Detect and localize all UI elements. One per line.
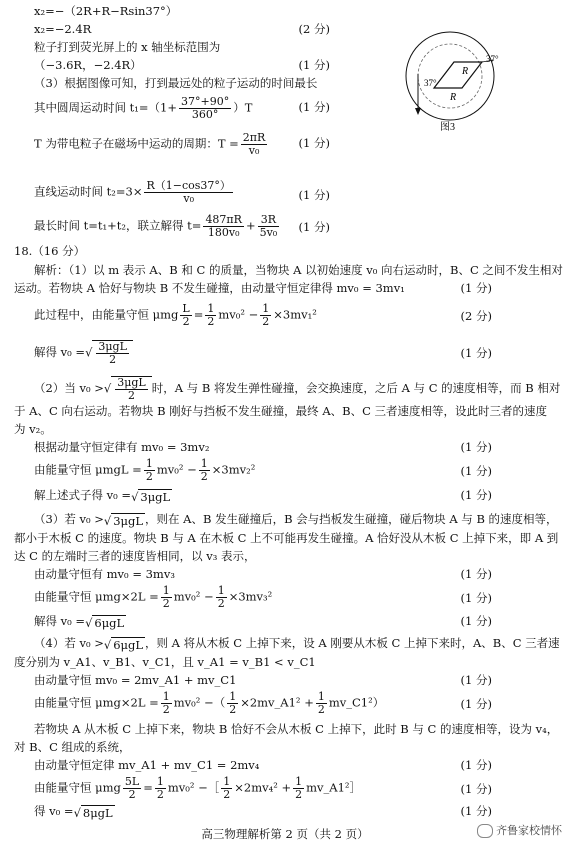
question-18-heading: 18.（16 分）: [14, 244, 86, 258]
score: (1 分): [460, 464, 492, 478]
eq-period: T 为带电粒子在磁场中运动的周期：T = $\frac{2\pi R}{\text{v₀}}$: [34, 131, 266, 157]
eq-v0-3: 解得 v₀ =√ 6μgL: [34, 614, 125, 630]
eq-energy-3: 由能量守恒 μmg×2L = $\frac{1}{2}$ mv₀² − $\frac{1}{2}$ ×3mv₃²: [34, 584, 273, 610]
score: (1 分): [460, 758, 492, 772]
score: (1 分): [298, 220, 330, 234]
score: (2 分): [298, 22, 330, 36]
text-p7: 为 v₂。: [14, 422, 52, 436]
eq-x2-value: x₂=−2.4R: [34, 22, 92, 36]
eq-v0-1: 解得 v₀ =√ $\frac{\text{3μgL}}{2}$: [34, 340, 133, 366]
fig-label-r1: R: [462, 66, 469, 77]
eq-energy-4: 由能量守恒 μmg×2L = $\frac{1}{2}$ mv₀² −（ $\frac{1}{2}$ ×2mv_A1² + $\frac{1}{2}$ mv_C1²）: [34, 690, 385, 716]
text-part3: （3）根据图像可知，打到最远处的粒子运动的时间最长: [34, 76, 318, 90]
score: (1 分): [460, 488, 492, 502]
text-p21: 若物块 A 从木板 C 上掉下来，物块 B 恰好不会从木板 C 上掉下，此时 B 与 C 的速度相等，设为 v₄，: [34, 722, 559, 736]
score: (1 分): [298, 136, 330, 150]
text-p1: 解析：（1）以 m 表示 A、B 和 C 的质量，当物块 A 以初始速度 v₀ 向右运动时，B、C 之间不发生相对: [34, 263, 563, 277]
text-p5: （2）当 v₀ >√ $\frac{\text{3μgL}}{2}$ 时，A 与 B 将发生弹性碰撞，会交换速度，之后 A 与 C 的速度相等，而 B 相对: [34, 376, 561, 402]
text-p22: 对 B、C 组成的系统，: [14, 740, 131, 754]
fig-caption: 图3: [440, 122, 455, 132]
score: (1 分): [460, 782, 492, 796]
score: (1 分): [460, 346, 492, 360]
score: (1 分): [460, 281, 492, 295]
text-p19: 由动量守恒 mv₀ = 2mv_A1 + mv_C1: [34, 673, 237, 687]
score: (1 分): [460, 440, 492, 454]
score: (1 分): [460, 673, 492, 687]
eq-energy-1: 此过程中，由能量守恒 μmg $\frac{L}{2}$ = $\frac{1}{2}$ mv₀² − $\frac{1}{2}$ ×3mv₁²: [34, 302, 317, 328]
eq-t2: 直线运动时间 t₂=3× $\frac{R(1-\cos 37^\circ)}{\text{v₀}}$: [34, 179, 231, 205]
score: (2 分): [460, 309, 492, 323]
score: (1 分): [460, 567, 492, 581]
text-p12: 都小于木板 C 的速度。物块 B 与 A 在木板 C 上不可能再发生碰撞。A 恰好没从木板 C 上掉下来，即 A 到: [14, 531, 559, 545]
text-p13: 达 C 的左端时三者的速度皆相同，以 v₃ 表示，: [14, 549, 256, 563]
wechat-icon: [477, 824, 493, 838]
text-p2: 运动。若物块 A 恰好与物块 B 不发生碰撞，由动量守恒定律得 mv₀ = 3mv₁: [14, 281, 405, 295]
text-p23: 由动量守恒定律 mv_A1 + mv_C1 = 2mv₄: [34, 758, 260, 772]
text-p14: 由动量守恒有 mv₀ = 3mv₃: [34, 567, 175, 581]
text-range-value: （−3.6R，−2.4R）: [34, 58, 142, 72]
score: (1 分): [298, 100, 330, 114]
text-p6: 于 A、C 向右运动。若物块 B 刚好与挡板不发生碰撞，最终 A、B、C 三者速度相等，设此时三者的速度: [14, 404, 548, 418]
eq-x2-expr: x₂=−（2R+R−Rsin37°）: [34, 4, 178, 18]
eq-v0-4: 得 v₀ =√ 8μgL: [34, 804, 113, 820]
score: (1 分): [298, 188, 330, 202]
figure-3-diagram: [390, 26, 520, 132]
page-footer: 高三物理解析第 2 页（共 2 页）: [201, 827, 369, 841]
text-p11: （3）若 v₀ >√ 3μgL ，则在 A、B 发生碰撞后，B 会与挡板发生碰撞，碰后物块 A 与 B 的速度相等，: [34, 512, 558, 528]
eq-energy-2: 由能量守恒 μmgL = $\frac{1}{2}$ mv₀² − $\frac{1}{2}$ ×3mv₂²: [34, 457, 256, 483]
score: (1 分): [460, 591, 492, 605]
fig-label-r2: R: [450, 92, 457, 103]
fig-angle-b: 37°: [424, 78, 437, 88]
text-range: 粒子打到荧光屏上的 x 轴坐标范围为: [34, 40, 221, 54]
eq-tmax: 最长时间 t=t₁+t₂，联立解得 t= $\frac{487\pi R}{\text{180v₀}}$ + $\frac{3R}{\text{5v₀}}$: [34, 213, 278, 239]
score: (1 分): [460, 614, 492, 628]
score: (1 分): [460, 804, 492, 818]
fig-angle-a: 37°: [486, 54, 499, 64]
eq-v0-2: 解上述式子得 v₀ =√ 3μgL: [34, 488, 171, 504]
watermark: 齐鲁家校情怀: [477, 822, 562, 838]
text-p18: 度分别为 v_A1、v_B1、v_C1，且 v_A1 = v_B1 < v_C1: [14, 655, 316, 669]
eq-energy-5: 由能量守恒 μmg $\frac{5L}{2}$ = $\frac{1}{2}$ mv₀² −［ $\frac{1}{2}$ ×2mv₄² + $\frac{1}{2}$ mv_A1²］: [34, 775, 362, 801]
text-p8: 根据动量守恒定律有 mv₀ = 3mv₂: [34, 440, 210, 454]
score: (1 分): [460, 697, 492, 711]
score: (1 分): [298, 58, 330, 72]
text-p17: （4）若 v₀ >√ 6μgL ，则 A 将从木板 C 上掉下来，设 A 刚要从木板 C 上掉下来时，A、B、C 三者速: [34, 636, 560, 652]
eq-t1: 其中圆周运动时间 t₁=（1+ $\frac{37^\circ+90^\circ}{360^\circ}$ ）T: [34, 95, 253, 121]
